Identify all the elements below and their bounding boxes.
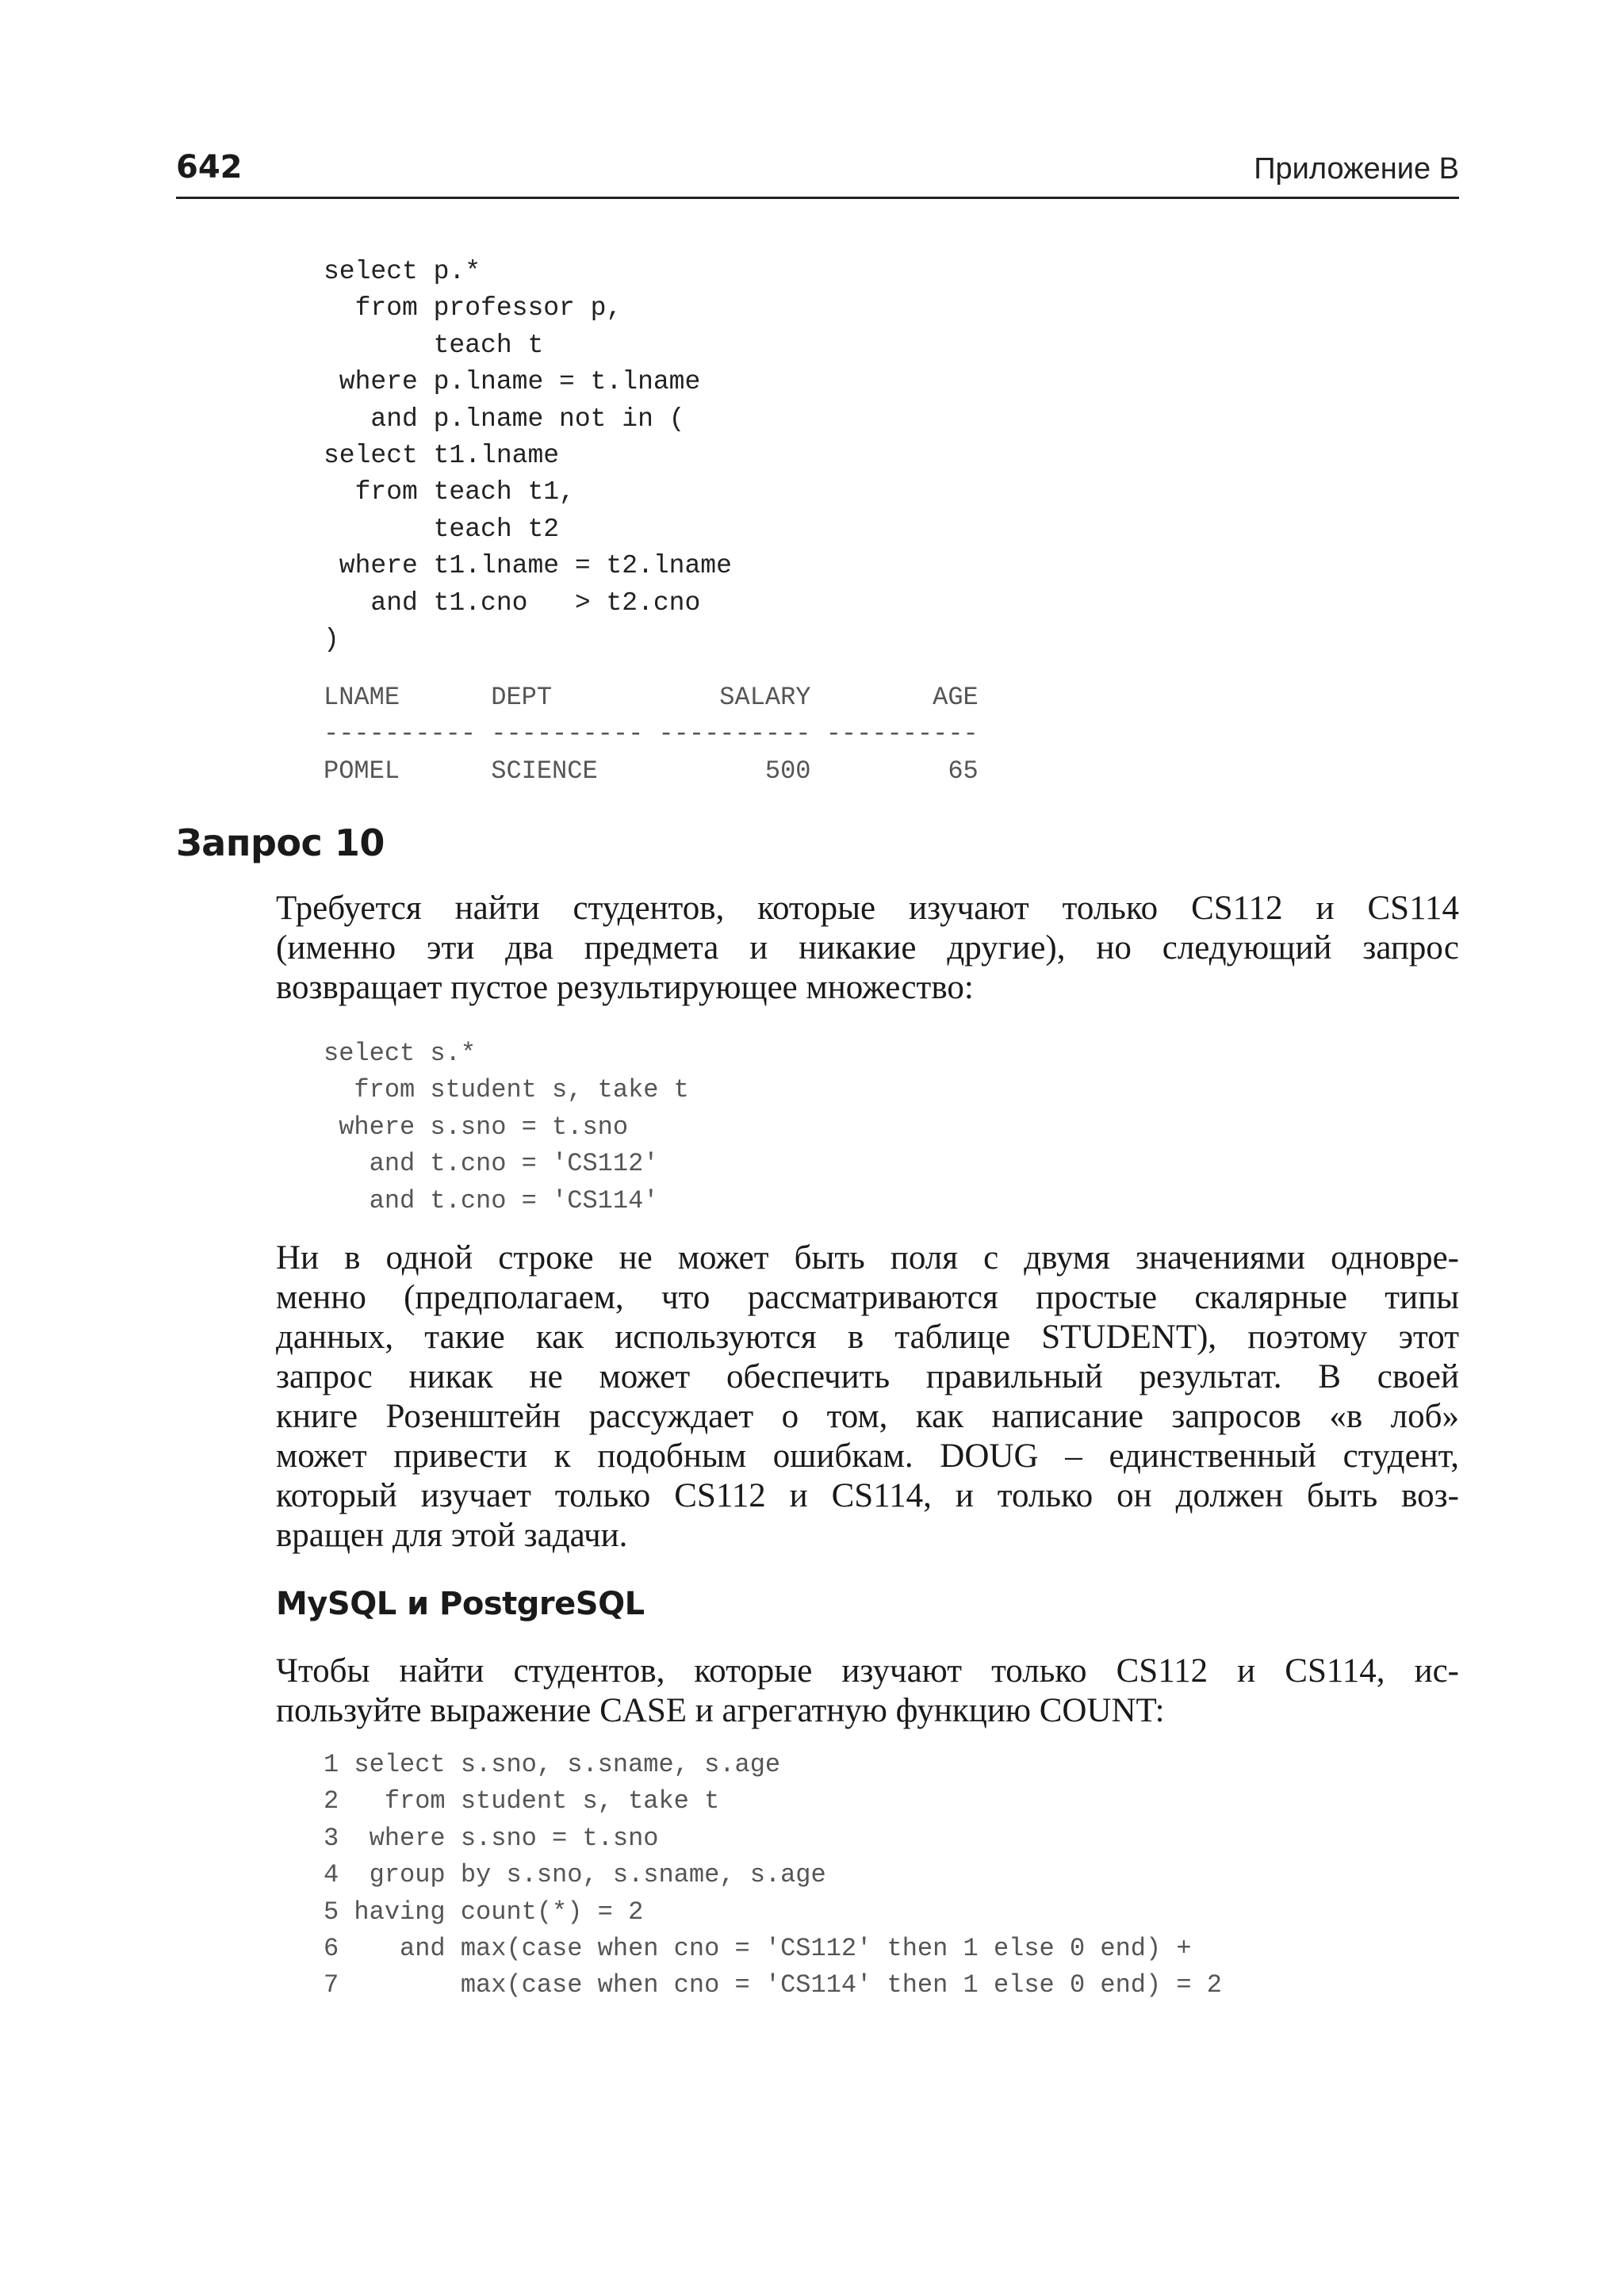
code-line: from teach t1, bbox=[324, 477, 575, 507]
text-line: может привести к подобным ошибкам. DOUG – единственный студент, bbox=[276, 1437, 1459, 1475]
code-line: 6 and max(case when cno = 'CS112' then 1 else 0 end) + bbox=[324, 1934, 1192, 1964]
code-line: and p.lname not in ( bbox=[324, 404, 685, 434]
code-line: from student s, take t bbox=[324, 1075, 689, 1105]
paragraph-explanation bbox=[276, 1238, 1459, 1556]
code-line: and t.cno = 'CS114' bbox=[324, 1185, 659, 1215]
text-line: запрос никак не может обеспечить правильный результат. В своей bbox=[276, 1358, 1459, 1395]
result-separator-row: ---------- ---------- ---------- ---------- bbox=[324, 719, 979, 749]
sql-code-block-wrong-query bbox=[324, 1035, 689, 1219]
code-line: select p.* bbox=[324, 257, 481, 286]
code-line: 7 max(case when cno = 'CS114' then 1 else 0 end) = 2 bbox=[324, 1970, 1222, 2000]
subsection-title: MySQL и PostgreSQL bbox=[276, 1586, 645, 1622]
text-line: менно (предполагаем, что рассматриваются простые скалярные типы bbox=[276, 1279, 1459, 1316]
code-line: where p.lname = t.lname bbox=[324, 367, 701, 397]
sql-code-block-professor bbox=[324, 254, 732, 658]
page-header bbox=[176, 149, 1459, 199]
code-line: 1 select s.sno, s.sname, s.age bbox=[324, 1750, 781, 1779]
paragraph-solution-intro bbox=[276, 1652, 1459, 1731]
code-line: select t1.lname bbox=[324, 441, 560, 471]
query-result-table bbox=[324, 679, 979, 790]
code-line: where t1.lname = t2.lname bbox=[324, 551, 732, 581]
result-header-row: LNAME DEPT SALARY AGE bbox=[324, 683, 979, 712]
code-line: and t1.cno > t2.cno bbox=[324, 588, 701, 618]
code-line: 2 from student s, take t bbox=[324, 1786, 720, 1816]
code-line: teach t bbox=[324, 330, 544, 360]
code-line: 4 group by s.sno, s.sname, s.age bbox=[324, 1860, 826, 1890]
sql-code-block-solution bbox=[324, 1747, 1222, 2004]
code-line: where s.sno = t.sno bbox=[324, 1112, 629, 1142]
paragraph-problem-statement bbox=[276, 889, 1459, 1008]
result-data-row: POMEL SCIENCE 500 65 bbox=[324, 756, 979, 786]
text-line: Чтобы найти студентов, которые изучают только CS112 и CS114, ис- bbox=[276, 1652, 1459, 1690]
code-line: and t.cno = 'CS112' bbox=[324, 1149, 659, 1179]
code-line: from professor p, bbox=[324, 293, 622, 323]
code-line: 5 having count(*) = 2 bbox=[324, 1897, 644, 1927]
section-title: Запрос 10 bbox=[176, 821, 385, 864]
text-line: который изучает только CS112 и CS114, и только он должен быть воз- bbox=[276, 1477, 1459, 1514]
running-title: Приложение В bbox=[1254, 152, 1459, 186]
code-line: teach t2 bbox=[324, 514, 560, 544]
text-line: книге Розенштейн рассуждает о том, как написание запросов «в лоб» bbox=[276, 1398, 1459, 1435]
text-line: возвращает пустое результирующее множество: bbox=[276, 969, 974, 1006]
code-line: 3 where s.sno = t.sno bbox=[324, 1823, 659, 1853]
text-line: Ни в одной строке не может быть поля с двумя значениями одновре- bbox=[276, 1239, 1459, 1277]
text-line: Требуется найти студентов, которые изучают только CS112 и CS114 bbox=[276, 890, 1459, 927]
text-line: (именно эти два предмета и никакие другие), но следующий запрос bbox=[276, 929, 1459, 967]
page-number: 642 bbox=[176, 149, 243, 186]
text-line: пользуйте выражение CASE и агрегатную функцию COUNT: bbox=[276, 1692, 1165, 1729]
text-line: данных, такие как используются в таблице STUDENT), поэтому этот bbox=[276, 1319, 1459, 1356]
code-line: select s.* bbox=[324, 1039, 477, 1068]
code-line: ) bbox=[324, 625, 339, 655]
text-line: вращен для этой задачи. bbox=[276, 1517, 628, 1554]
